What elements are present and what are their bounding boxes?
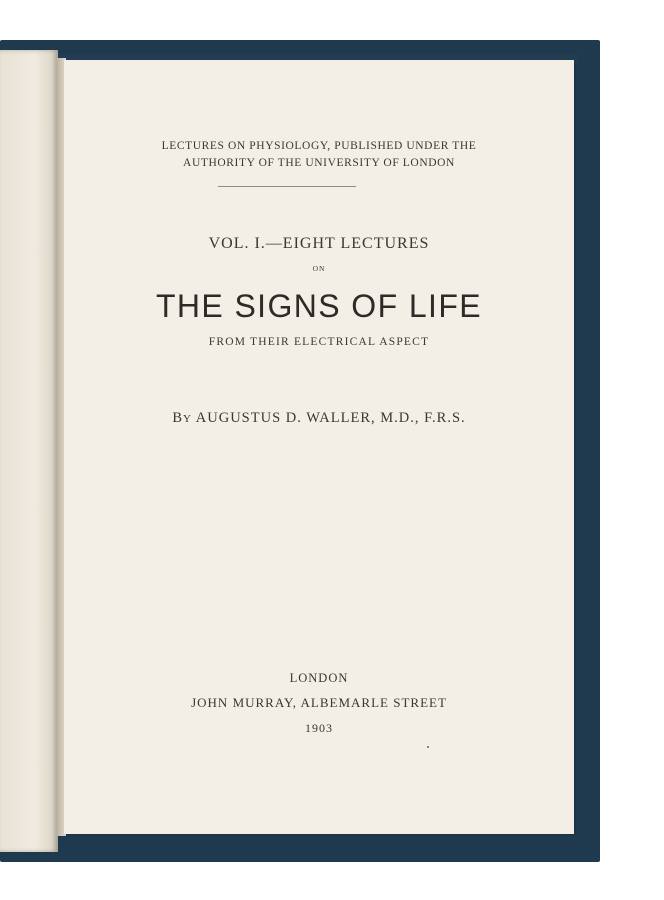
series-line-1: LECTURES ON PHYSIOLOGY, PUBLISHED UNDER THE — [161, 140, 477, 152]
imprint-place: LONDON — [289, 671, 349, 685]
imprint-year: 1903 — [305, 721, 333, 735]
volume-line: VOL. I.—EIGHT LECTURES — [208, 235, 430, 252]
title-page — [64, 60, 574, 834]
imprint-publisher: JOHN MURRAY, ALBEMARLE STREET — [191, 695, 447, 710]
author-name: AUGUSTUS D. WALLER, M.D., F.R.S. — [195, 410, 466, 426]
author-by-rest: Y — [183, 413, 192, 425]
book-subtitle: FROM THEIR ELECTRICAL ASPECT — [208, 336, 430, 348]
author-by-initial: B — [172, 410, 184, 426]
paper-speck — [427, 746, 429, 748]
left-page-edge — [0, 50, 58, 852]
book-title: THE SIGNS OF LIFE — [155, 288, 483, 324]
divider-rule — [218, 186, 356, 187]
connector-word: ON — [312, 264, 326, 273]
series-line-2: AUTHORITY OF THE UNIVERSITY OF LONDON — [183, 157, 455, 169]
author-line — [64, 410, 574, 427]
